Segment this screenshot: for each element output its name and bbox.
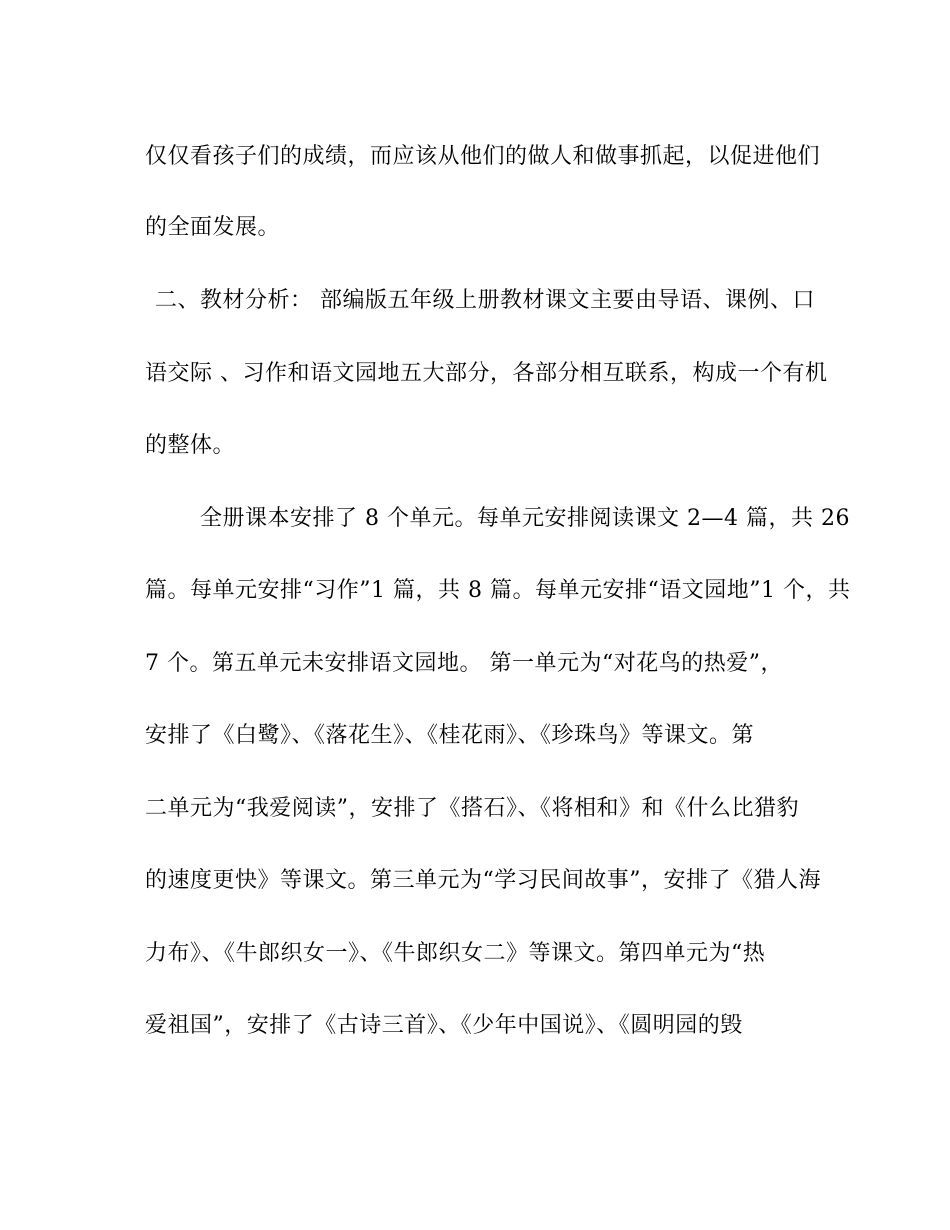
- text-line: 仅仅看孩子们的成绩，而应该从他们的做人和做事抓起，以促进他们: [145, 144, 821, 169]
- text-line: 的整体。: [145, 433, 236, 458]
- text-line: 7 个。第五单元未安排语文园地。 第一单元为“对花鸟的热爱”，: [145, 651, 783, 676]
- text-line: 爱祖国”，安排了《古诗三首》、《少年中国说》、《圆明园的毁: [145, 1013, 743, 1038]
- text-line: 二单元为“我爱阅读”，安排了《搭石》、《将相和》和《什么比猎豹: [145, 796, 799, 821]
- text-line: 语交际 、习作和语文园地五大部分，各部分相互联系，构成一个有机: [145, 361, 828, 386]
- section-heading-line: 二、教材分析： 部编版五年级上册教材课文主要由导语、课例、口: [155, 288, 815, 313]
- text-line: 力布》、《牛郎织女一》、《牛郎织女二》等课文。第四单元为“热: [145, 941, 766, 966]
- text-line: 安排了《白鹭》、《落花生》、《桂花雨》、《珍珠鸟》等课文。第: [145, 723, 755, 748]
- text-line: 的全面发展。: [145, 215, 281, 240]
- text-line: 的速度更快》等课文。第三单元为“学习民间故事”，安排了《猎人海: [145, 868, 821, 893]
- paragraph-first-line: 全册课本安排了 8 个单元。每单元安排阅读课文 2—4 篇，共 26: [200, 506, 850, 531]
- text-line: 篇。每单元安排“习作”1 篇，共 8 篇。每单元安排“语文园地”1 个，共: [145, 578, 851, 603]
